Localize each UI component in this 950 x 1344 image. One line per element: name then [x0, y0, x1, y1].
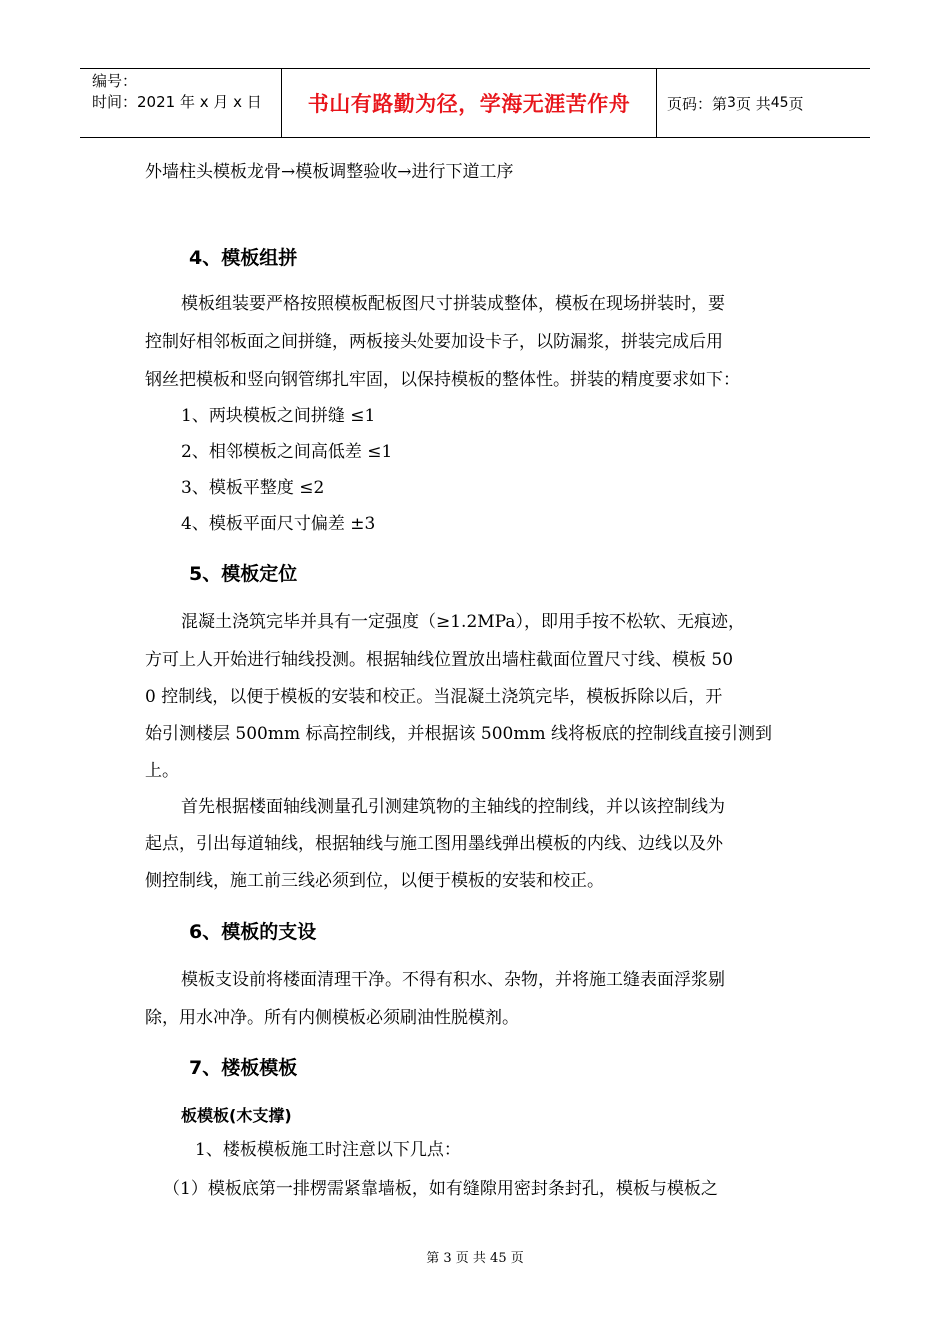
header-motto: 书山有路勤为径，学海无涯苦作舟	[282, 69, 657, 137]
page-footer: 第 3 页 共 45 页	[426, 1251, 524, 1266]
section-heading-4: 4、模板组拼	[189, 247, 298, 269]
paragraph-line: 上。	[145, 761, 179, 781]
paragraph-line: 模板支设前将楼面清理干净。不得有积水、杂物，并将施工缝表面浮浆剔	[181, 970, 725, 990]
page-mid: 页 共	[735, 94, 771, 113]
body-line: 外墙柱头模板龙骨→模板调整验收→进行下道工序	[145, 162, 514, 182]
subsection-heading: 板模板(木支撑)	[181, 1106, 292, 1125]
page-header	[80, 68, 870, 138]
paragraph-line: 0 控制线，以便于模板的安装和校正。当混凝土浇筑完毕，模板拆除以后，开	[145, 687, 723, 707]
header-meta	[80, 69, 282, 137]
page-prefix: 页码：第	[667, 94, 728, 113]
page-current: 3	[727, 95, 736, 111]
list-item: 3、模板平整度 ≤2	[181, 478, 325, 498]
paragraph-line: 控制好相邻板面之间拼缝，两板接头处要加设卡子，以防漏浆，拼装完成后用	[145, 332, 723, 352]
paragraph-line: 方可上人开始进行轴线投测。根据轴线位置放出墙柱截面位置尺寸线、模板 50	[145, 650, 734, 670]
paragraph-line: 混凝土浇筑完毕并具有一定强度（≥1.2MPa），即用手按不松软、无痕迹，	[181, 612, 745, 632]
document-date: 时间：2021 年 x 月 x 日	[92, 93, 262, 111]
section-heading-6: 6、模板的支设	[189, 921, 317, 943]
list-item: 2、相邻模板之间高低差 ≤1	[181, 442, 393, 462]
paragraph-line: 除，用水冲净。所有内侧模板必须刷油性脱模剂。	[145, 1008, 519, 1028]
list-item: （1）模板底第一排楞需紧靠墙板，如有缝隙用密封条封孔，模板与模板之	[163, 1179, 718, 1199]
paragraph-line: 始引测楼层 500mm 标高控制线，并根据该 500mm 线将板底的控制线直接引测到	[145, 724, 772, 744]
paragraph-line: 起点，引出每道轴线，根据轴线与施工图用墨线弹出模板的内线、边线以及外	[145, 834, 723, 854]
section-heading-7: 7、楼板模板	[189, 1057, 298, 1079]
list-item: 4、模板平面尺寸偏差 ±3	[181, 514, 376, 534]
section-heading-5: 5、模板定位	[189, 563, 298, 585]
paragraph-line: 侧控制线，施工前三线必须到位，以便于模板的安装和校正。	[145, 871, 604, 891]
paragraph-line: 首先根据楼面轴线测量孔引测建筑物的主轴线的控制线，并以该控制线为	[181, 797, 725, 817]
page-total: 45	[770, 95, 789, 111]
document-number-label: 编号：	[92, 72, 138, 90]
paragraph-line: 模板组装要严格按照模板配板图尺寸拼装成整体，模板在现场拼装时，要	[181, 294, 725, 314]
paragraph-line: 钢丝把模板和竖向钢管绑扎牢固，以保持模板的整体性。拼装的精度要求如下：	[145, 370, 740, 390]
list-item: 1、楼板模板施工时注意以下几点：	[195, 1140, 461, 1160]
list-item: 1、两块模板之间拼缝 ≤1	[181, 406, 376, 426]
page-suffix: 页	[788, 94, 804, 113]
header-page-number	[657, 69, 870, 137]
